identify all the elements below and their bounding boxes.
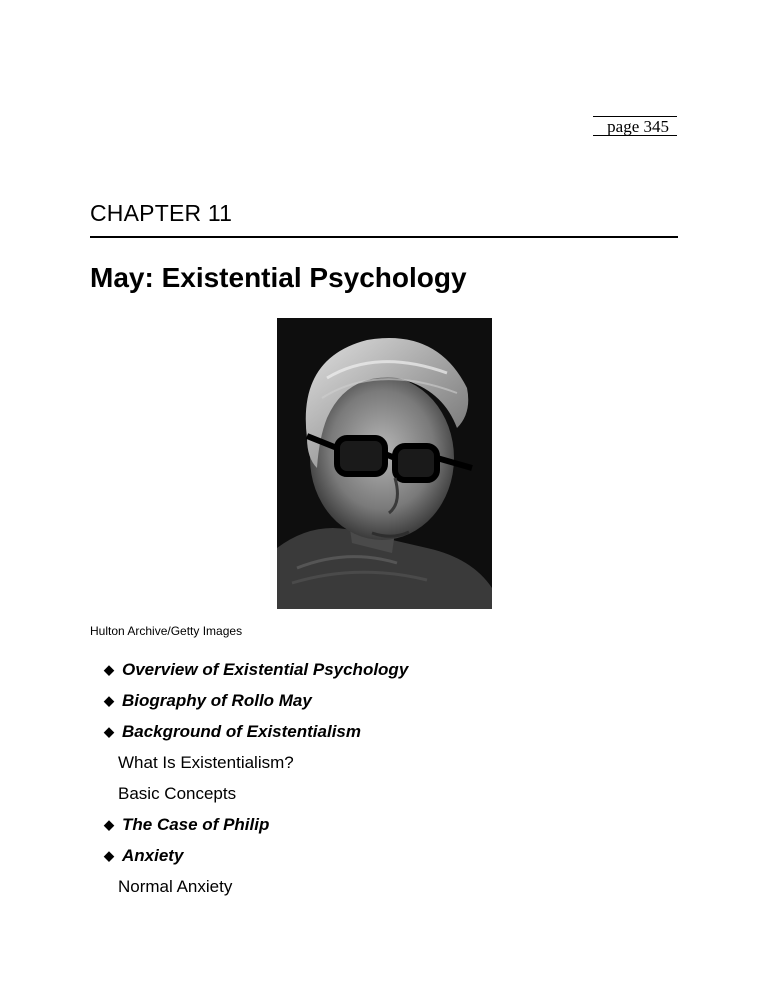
chapter-divider — [90, 236, 678, 238]
page-number: page 345 — [593, 116, 677, 136]
outline-item: ◆ Background of Existentialism — [104, 722, 361, 741]
chapter-label: CHAPTER 11 — [90, 200, 233, 226]
diamond-bullet-icon: ◆ — [104, 662, 114, 677]
outline-subitem: What Is Existentialism? — [118, 753, 294, 772]
portrait-photo — [277, 318, 492, 609]
outline-item: ◆ Overview of Existential Psychology — [104, 660, 409, 679]
diamond-bullet-icon: ◆ — [104, 724, 114, 739]
outline-item: ◆ The Case of Philip — [104, 815, 270, 834]
outline-item: ◆ Anxiety — [104, 846, 184, 865]
outline-item: ◆ Biography of Rollo May — [104, 691, 312, 710]
chapter-outline — [104, 658, 664, 906]
outline-subitem: Basic Concepts — [118, 784, 237, 803]
diamond-bullet-icon: ◆ — [104, 848, 114, 863]
chapter-title: May: Existential Psychology — [90, 262, 467, 293]
diamond-bullet-icon: ◆ — [104, 693, 114, 708]
portrait-illustration — [277, 318, 492, 609]
diamond-bullet-icon: ◆ — [104, 817, 114, 832]
photo-credit: Hulton Archive/Getty Images — [90, 624, 243, 638]
outline-subitem: Normal Anxiety — [118, 877, 233, 896]
